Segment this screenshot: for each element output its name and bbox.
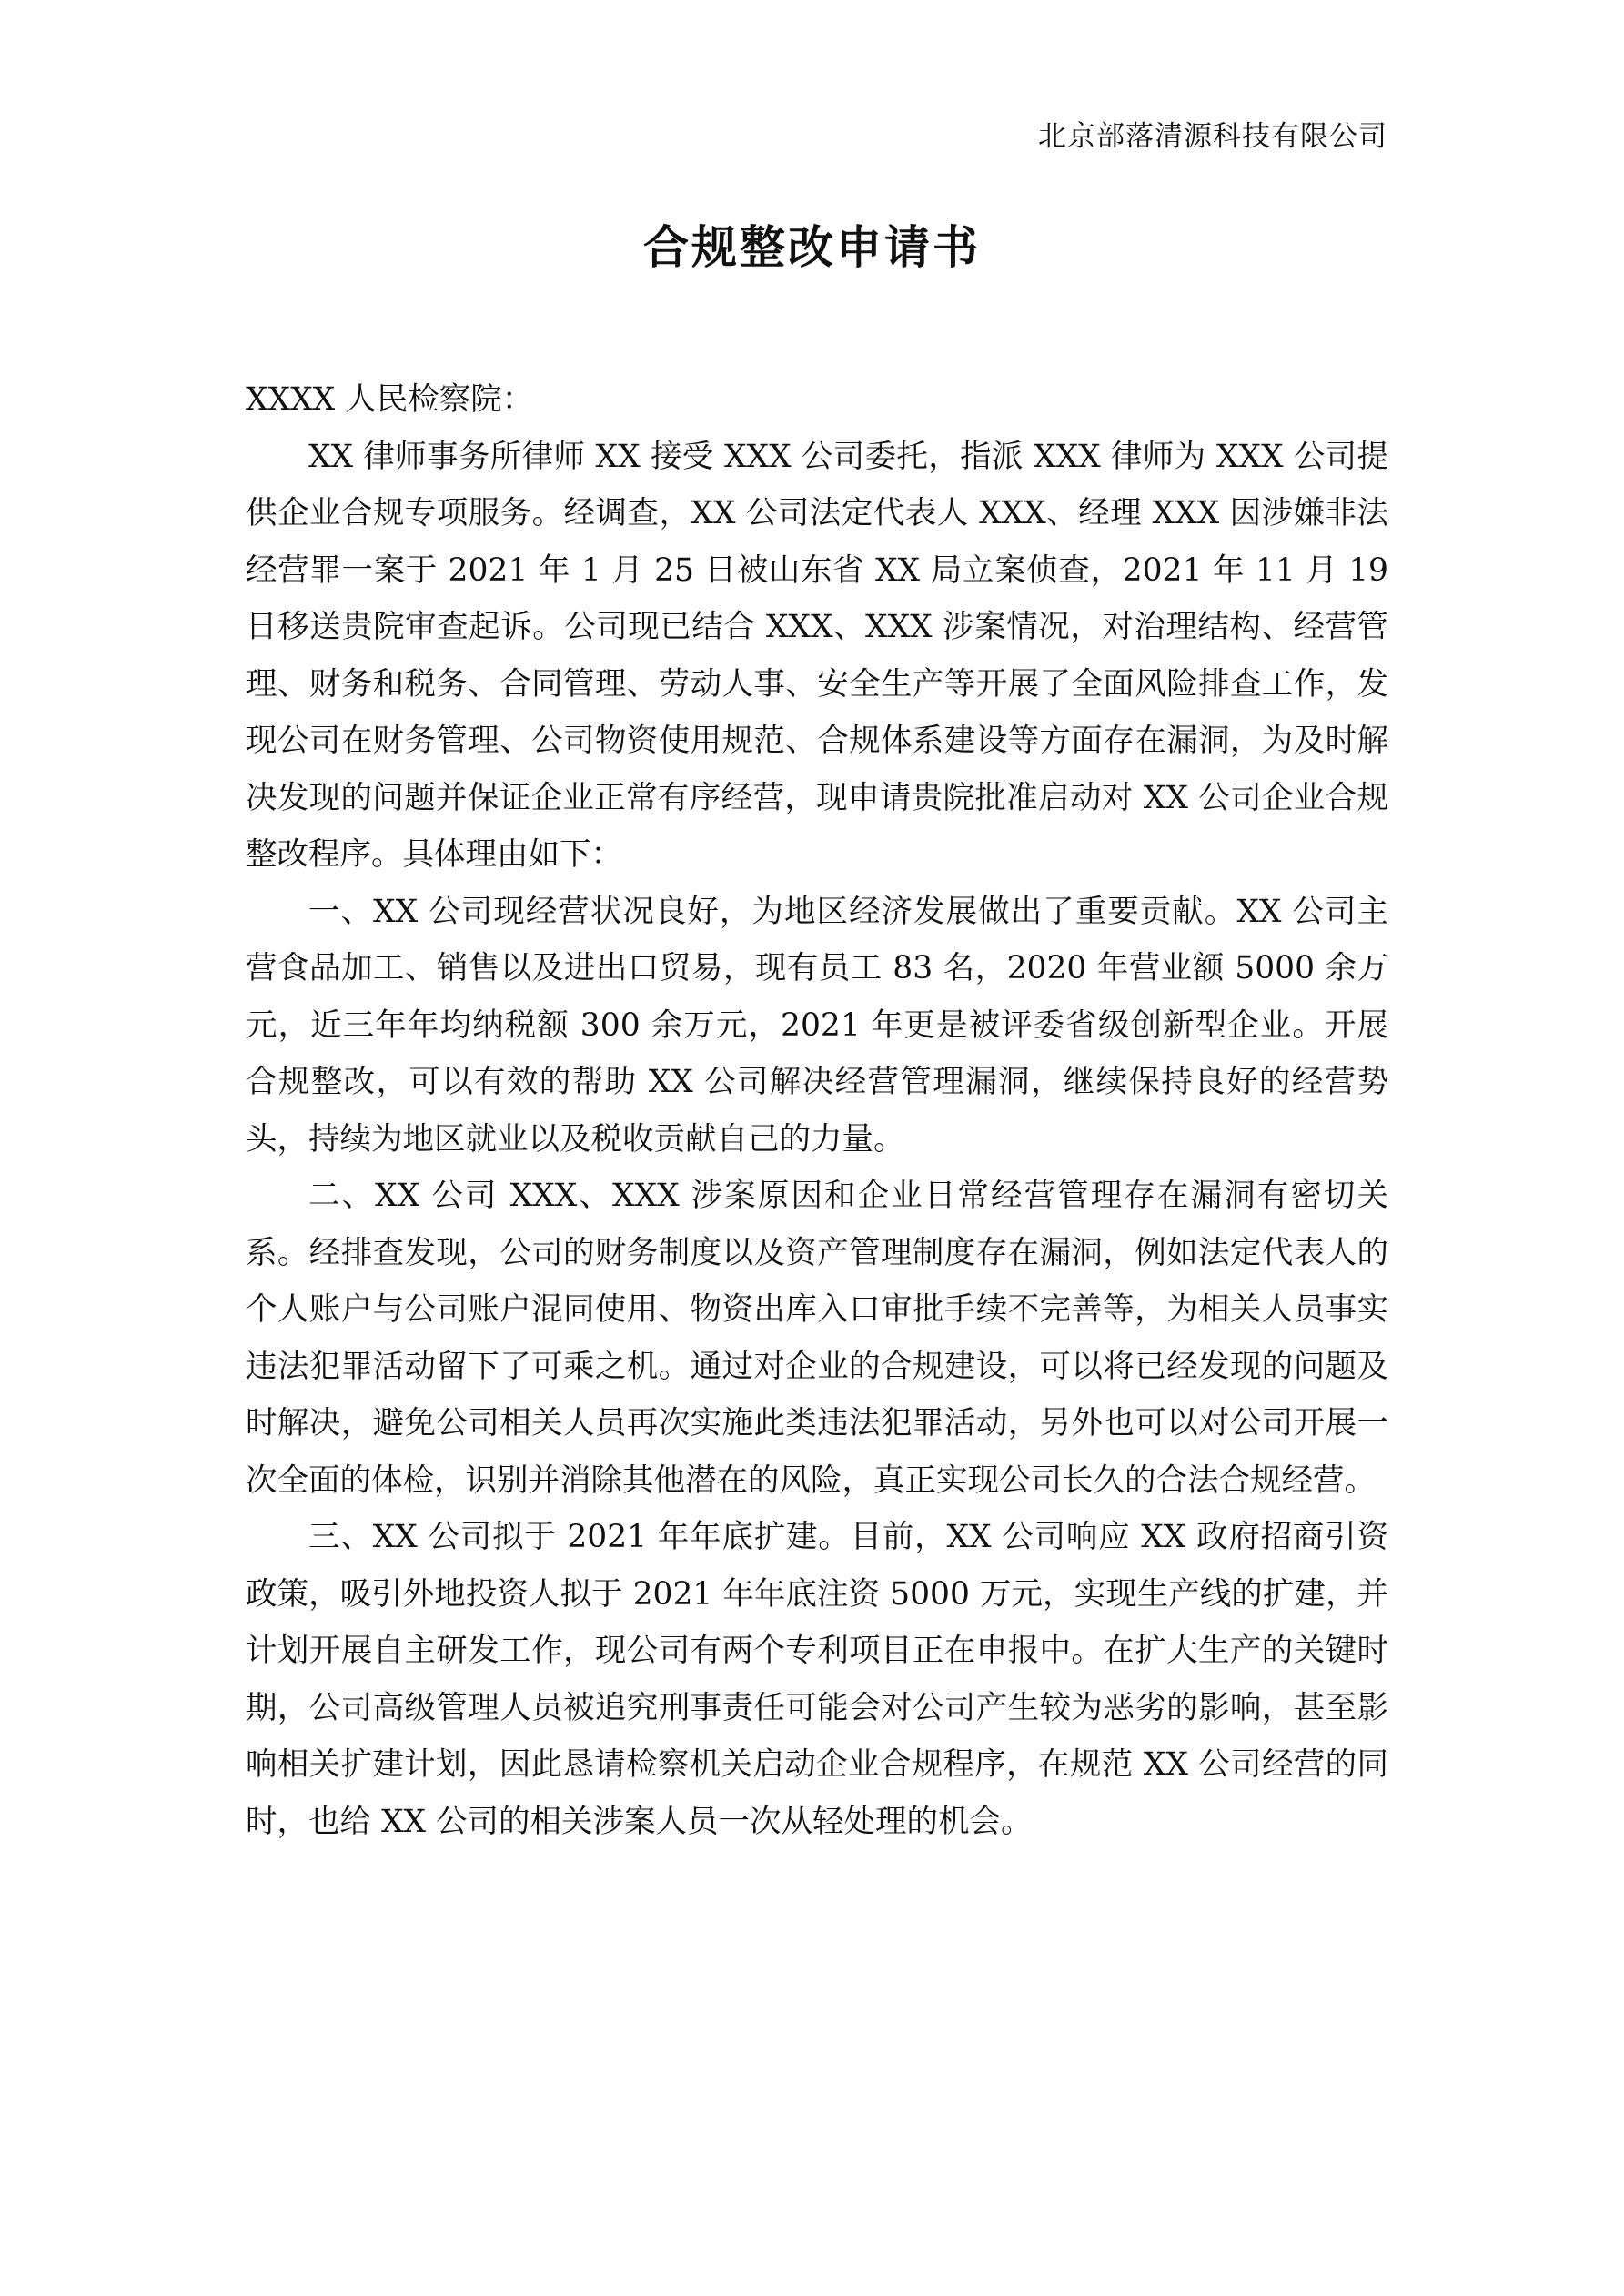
paragraph-reason-1: 一、XX 公司现经营状况良好，为地区经济发展做出了重要贡献。XX 公司主营食品加工、销售以及进出口贸易，现有员工 83 名，2020 年营业额 5000 余万元，近三年年均纳税额 300 余万元，2021 年更是被评委省级创新型企业。开展合规整改，可以有效的帮助 XX 公司解决经营管理漏洞，继续保持良好的经营势头，持续为地区就业以及税收贡献自己的力量。: [246, 893, 1388, 1158]
paragraph-reason-3: 三、XX 公司拟于 2021 年年底扩建。目前，XX 公司响应 XX 政府招商引资政策，吸引外地投资人拟于 2021 年年底注资 5000 万元，实现生产线的扩建，并计划开展自主研发工作，现公司有两个专利项目正在申报中。在扩大生产的关键时期，公司高级管理人员被追究刑事责任可能会对公司产生较为恶劣的影响，甚至影响相关扩建计划，因此恳请检察机关启动企业合规程序，在规范 XX 公司经营的同时，也给 XX 公司的相关涉案人员一次从轻处理的机会。: [246, 1519, 1388, 1840]
paragraph-reason-2: 二、XX 公司 XXX、XXX 涉案原因和企业日常经营管理存在漏洞有密切关系。经排查发现，公司的财务制度以及资产管理制度存在漏洞，例如法定代表人的个人账户与公司账户混同使用、物资出库入口审批手续不完善等，为相关人员事实违法犯罪活动留下了可乘之机。通过对企业的合规建设，可以将已经发现的问题及时解决，避免公司相关人员再次实施此类违法犯罪活动，另外也可以对公司开展一次全面的体检，识别并消除其他潜在的风险，真正实现公司长久的合法合规经营。: [246, 1178, 1388, 1499]
document-body: [246, 371, 1388, 1850]
addressee: XXXX 人民检察院：: [246, 381, 534, 418]
company-name-header: 北京部落清源科技有限公司: [1038, 120, 1387, 153]
document-title: 合规整改申请书: [643, 220, 981, 274]
paragraph-intro: XX 律师事务所律师 XX 接受 XXX 公司委托，指派 XXX 律师为 XXX 公司提供企业合规专项服务。经调查，XX 公司法定代表人 XXX、经理 XXX 因涉嫌非法经营罪一案于 2021 年 1 月 25 日被山东省 XX 局立案侦查，2021 年 11 月 19 日移送贵院审查起诉。公司现已结合 XXX、XXX 涉案情况，对治理结构、经营管理、财务和税务、合同管理、劳动人事、安全生产等开展了全面风险排查工作，发现公司在财务管理、公司物资使用规范、合规体系建设等方面存在漏洞，为及时解决发现的问题并保证企业正常有序经营，现申请贵院批准启动对 XX 公司企业合规整改程序。具体理由如下：: [246, 438, 1388, 873]
